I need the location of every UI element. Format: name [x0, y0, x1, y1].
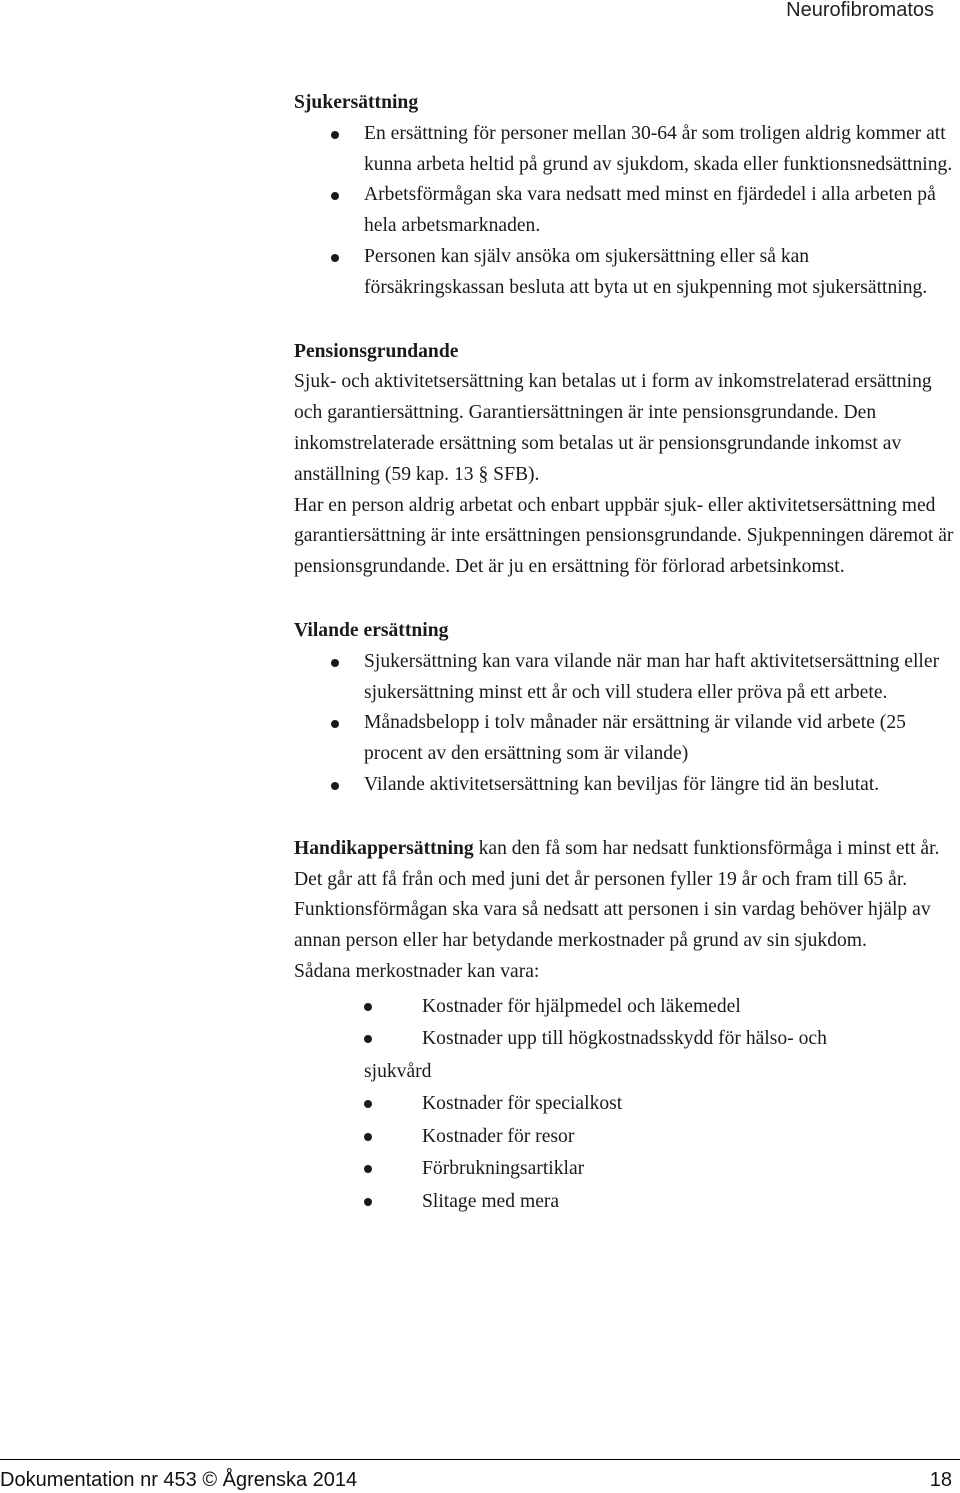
list-item	[294, 770, 954, 801]
section-pensionsgrundande	[294, 337, 954, 583]
list-item-text: Förbrukningsartiklar	[422, 1158, 585, 1180]
footer-credit: Dokumentation nr 453 © Ågrenska 2014	[0, 1469, 358, 1491]
running-header: Neurofibromatos	[786, 0, 934, 21]
paragraph-handikapp	[294, 834, 954, 957]
section-sjukersattning	[294, 88, 954, 304]
list-item	[294, 1121, 954, 1154]
bullet-icon	[331, 720, 339, 728]
bullet-list-vilande	[294, 647, 954, 801]
heading-pensionsgrundande: Pensionsgrundande	[294, 340, 459, 362]
bullet-icon	[364, 1165, 372, 1173]
list-item-text: Kostnader för resor	[422, 1125, 575, 1147]
list-item-text: Kostnader upp till högkostnadsskydd för hälso- och	[422, 1028, 827, 1050]
list-item	[294, 1153, 954, 1186]
paragraph: Har en person aldrig arbetat och enbart uppbär sjuk- eller aktivitetsersättning med garantiersättning är inte ersättningen pensionsgrundande. Sjukpenningen däremot är pensionsgrundande. Det är ju en ersättning för förlorad arbetsinkomst.	[294, 494, 954, 578]
bullet-icon	[364, 1100, 372, 1108]
cost-list	[294, 991, 954, 1219]
list-item	[294, 242, 954, 304]
costs-intro: Sådana merkostnader kan vara:	[294, 960, 540, 982]
bullet-icon	[364, 1133, 372, 1141]
bullet-icon	[364, 1035, 372, 1043]
list-item	[294, 991, 954, 1024]
handikapp-text: kan den få som har nedsatt funktionsförmåga i minst ett år. Det går att få från och med juni det år personen fyller 19 år och fram till 65 år. Funktionsförmågan ska vara så nedsatt att personen i sin vardag behöver hjälp av annan person eller har betydande merkostnader på grund av sin sjukdom.	[294, 837, 940, 952]
list-item-text: Personen kan själv ansöka om sjukersättning eller så kan försäkringskassan besluta att byta ut en sjukpenning mot sjukersättning.	[364, 245, 928, 298]
bullet-icon	[364, 1198, 372, 1206]
list-item	[294, 1186, 954, 1219]
handikapp-lead: Handikappersättning	[294, 837, 474, 859]
bullet-icon	[331, 782, 339, 790]
list-item-text: Kostnader för specialkost	[422, 1093, 623, 1115]
list-item	[294, 708, 954, 770]
bullet-icon	[331, 659, 339, 667]
list-item-text: En ersättning för personer mellan 30-64 år som troligen aldrig kommer att kunna arbeta heltid på grund av sjukdom, skada eller funktionsnedsättning.	[364, 122, 953, 175]
list-item-text: Vilande aktivitetsersättning kan beviljas för längre tid än beslutat.	[364, 773, 880, 795]
list-item	[294, 647, 954, 709]
list-item-text: Slitage med mera	[422, 1190, 560, 1212]
paragraph: Sjuk- och aktivitetsersättning kan betalas ut i form av inkomstrelaterad ersättning och garantiersättning. Garantiersättningen är inte pensionsgrundande. Den inkomstrelaterade ersättning som betalas ut är pensionsgrundande inkomst av anställning (59 kap. 13 § SFB).	[294, 371, 932, 485]
footer-divider	[0, 1459, 960, 1460]
bullet-icon	[331, 254, 339, 262]
list-item-text: Sjukersättning kan vara vilande när man har haft aktivitetsersättning eller sjukersättning minst ett år och vill studera eller pröva på ett arbete.	[364, 650, 940, 703]
list-item	[294, 119, 954, 181]
page-content	[294, 88, 954, 1218]
bullet-icon	[331, 131, 339, 139]
bullet-icon	[364, 1003, 372, 1011]
list-item	[294, 180, 954, 242]
list-item-text: Kostnader för hjälpmedel och läkemedel	[422, 995, 741, 1017]
list-item	[294, 1023, 954, 1088]
heading-vilande: Vilande ersättning	[294, 619, 449, 641]
section-vilande	[294, 616, 954, 801]
page-number: 18	[929, 1469, 952, 1491]
list-item-text: Månadsbelopp i tolv månader när ersättning är vilande vid arbete (25 procent av den ersättning som är vilande)	[364, 712, 906, 765]
list-item	[294, 1088, 954, 1121]
list-item-continuation: sjukvård	[364, 1060, 432, 1082]
bullet-icon	[331, 192, 339, 200]
heading-sjukersattning: Sjukersättning	[294, 92, 419, 113]
list-item-text: Arbetsförmågan ska vara nedsatt med minst en fjärdedel i alla arbeten på hela arbetsmarknaden.	[364, 184, 936, 237]
section-handikapp	[294, 834, 954, 1218]
bullet-list-sjukersattning	[294, 119, 954, 304]
